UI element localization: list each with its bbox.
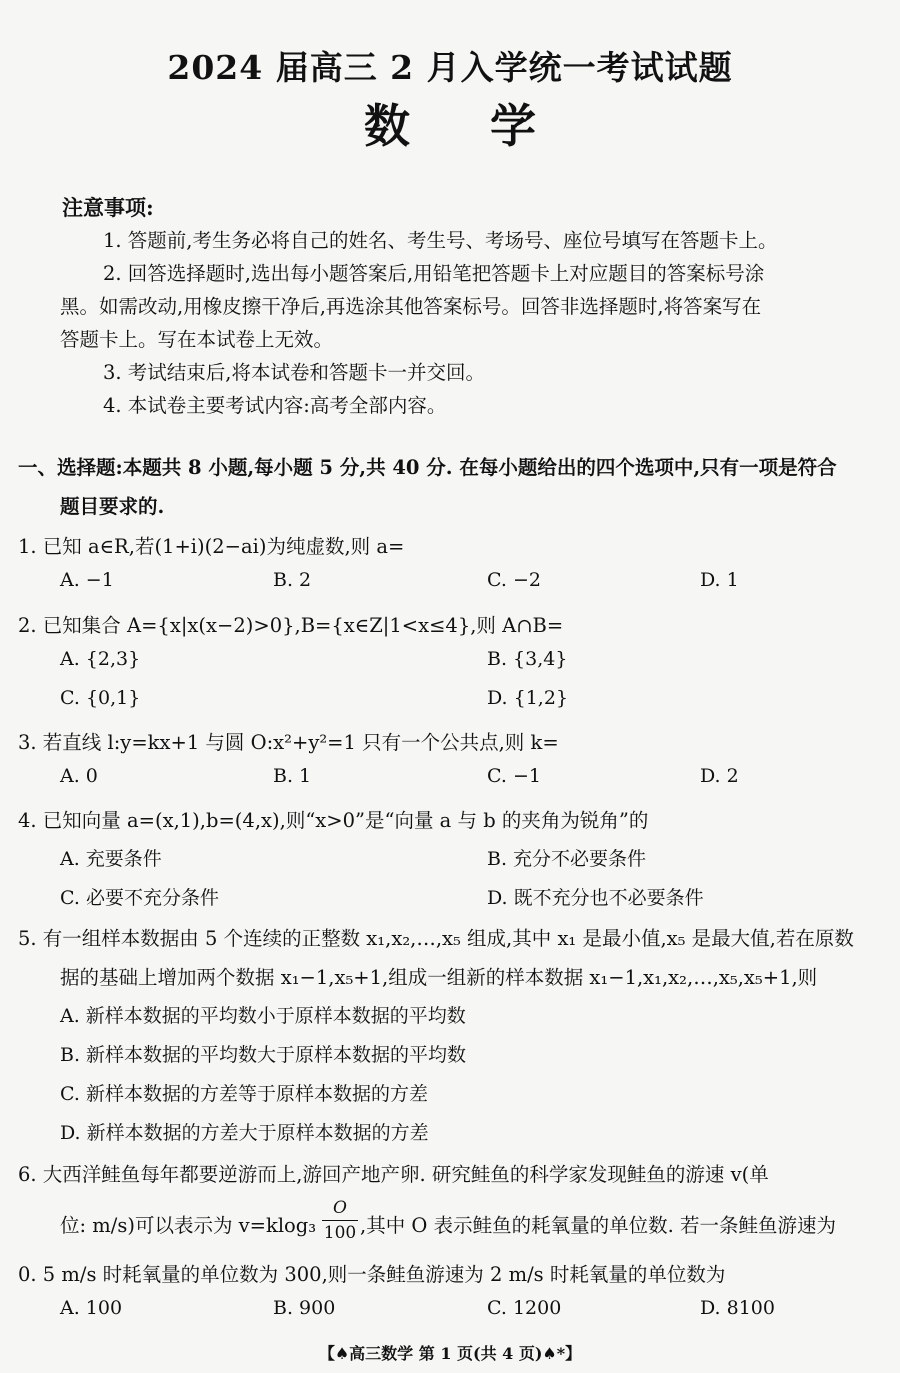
section-heading-line-2: 题目要求的. xyxy=(60,495,165,518)
question-5-option-b: B. 新样本数据的平均数大于原样本数据的平均数 xyxy=(60,1044,467,1066)
notice-item-4: 4. 本试卷主要考试内容:高考全部内容。 xyxy=(103,394,447,417)
subject-title: 数学 xyxy=(364,99,616,153)
question-2-option-b: B. {3,4} xyxy=(487,648,568,670)
question-4-option-c: C. 必要不充分条件 xyxy=(60,887,219,909)
notice-item-2-line-3: 答题卡上。写在本试卷上无效。 xyxy=(60,328,334,351)
question-3-option-c: C. −1 xyxy=(487,765,541,787)
question-3-option-b: B. 1 xyxy=(273,765,312,787)
fraction-numerator: O xyxy=(322,1198,358,1221)
question-5-line-1: 5. 有一组样本数据由 5 个连续的正整数 x₁,x₂,…,x₅ 组成,其中 x₁ 是最小值,x₅ 是最大值,若在原数 xyxy=(18,927,854,950)
notice-item-2-line-2: 黑。如需改动,用橡皮擦干净后,再选涂其他答案标号。回答非选择题时,将答案写在 xyxy=(60,295,762,318)
question-4-option-a: A. 充要条件 xyxy=(60,848,162,870)
question-1-option-c: C. −2 xyxy=(487,569,541,591)
question-3-option-d: D. 2 xyxy=(700,765,739,787)
question-6-option-d: D. 8100 xyxy=(700,1297,775,1319)
question-6-line-1: 6. 大西洋鲑鱼每年都要逆游而上,游回产地产卵. 研究鲑鱼的科学家发现鲑鱼的游速 v(单 xyxy=(18,1163,769,1186)
page-footer: 【♠高三数学 第 1 页(共 4 页)♠*】 xyxy=(318,1344,582,1363)
question-6-line-2-pre: 位: m/s)可以表示为 v=klog₃ xyxy=(60,1214,317,1237)
exam-title: 2024 届高三 2 月入学统一考试试题 xyxy=(167,48,733,87)
question-5-line-2: 据的基础上增加两个数据 x₁−1,x₅+1,组成一组新的样本数据 x₁−1,x₁,x₂,…,x₅,x₅+1,则 xyxy=(60,966,818,989)
question-2-option-a: A. {2,3} xyxy=(60,648,141,670)
question-6-option-b: B. 900 xyxy=(273,1297,336,1319)
question-4-option-d: D. 既不充分也不必要条件 xyxy=(487,887,704,909)
question-1-stem: 1. 已知 a∈R,若(1+i)(2−ai)为纯虚数,则 a= xyxy=(18,535,405,558)
question-4-option-b: B. 充分不必要条件 xyxy=(487,848,647,870)
question-1-option-d: D. 1 xyxy=(700,569,739,591)
question-6-option-c: C. 1200 xyxy=(487,1297,562,1319)
question-4-stem: 4. 已知向量 a=(x,1),b=(4,x),则“x>0”是“向量 a 与 b 的夹角为锐角”的 xyxy=(18,809,649,832)
notice-item-2-line-1: 2. 回答选择题时,选出每小题答案后,用铅笔把答题卡上对应题目的答案标号涂 xyxy=(103,262,765,285)
question-6-option-a: A. 100 xyxy=(60,1297,123,1319)
notice-heading: 注意事项: xyxy=(62,195,154,220)
question-3-option-a: A. 0 xyxy=(60,765,98,787)
question-5-option-d: D. 新样本数据的方差大于原样本数据的方差 xyxy=(60,1122,429,1144)
question-2-stem: 2. 已知集合 A={x|x(x−2)>0},B={x∈Z|1<x≤4},则 A∩B= xyxy=(18,614,564,637)
notice-item-3: 3. 考试结束后,将本试卷和答题卡一并交回。 xyxy=(103,361,486,384)
fraction-denominator: 100 xyxy=(323,1223,357,1243)
question-1-option-b: B. 2 xyxy=(273,569,312,591)
notice-item-1: 1. 答题前,考生务必将自己的姓名、考生号、考场号、座位号填写在答题卡上。 xyxy=(103,229,778,252)
question-5-option-a: A. 新样本数据的平均数小于原样本数据的平均数 xyxy=(60,1005,466,1027)
question-1-option-a: A. −1 xyxy=(60,569,114,591)
question-3-stem: 3. 若直线 l:y=kx+1 与圆 O:x²+y²=1 只有一个公共点,则 k= xyxy=(18,731,559,754)
question-6-line-2-post: ,其中 O 表示鲑鱼的耗氧量的单位数. 若一条鲑鱼游速为 xyxy=(360,1214,836,1237)
question-2-option-c: C. {0,1} xyxy=(60,687,141,709)
section-heading-line-1: 一、选择题:本题共 8 小题,每小题 5 分,共 40 分. 在每小题给出的四个选项中,只有一项是符合 xyxy=(18,456,837,479)
question-5-option-c: C. 新样本数据的方差等于原样本数据的方差 xyxy=(60,1083,428,1105)
fraction-o-over-100 xyxy=(322,1198,358,1243)
question-2-option-d: D. {1,2} xyxy=(487,687,569,709)
question-6-line-3: 0. 5 m/s 时耗氧量的单位数为 300,则一条鲑鱼游速为 2 m/s 时耗氧量的单位数为 xyxy=(18,1263,726,1286)
